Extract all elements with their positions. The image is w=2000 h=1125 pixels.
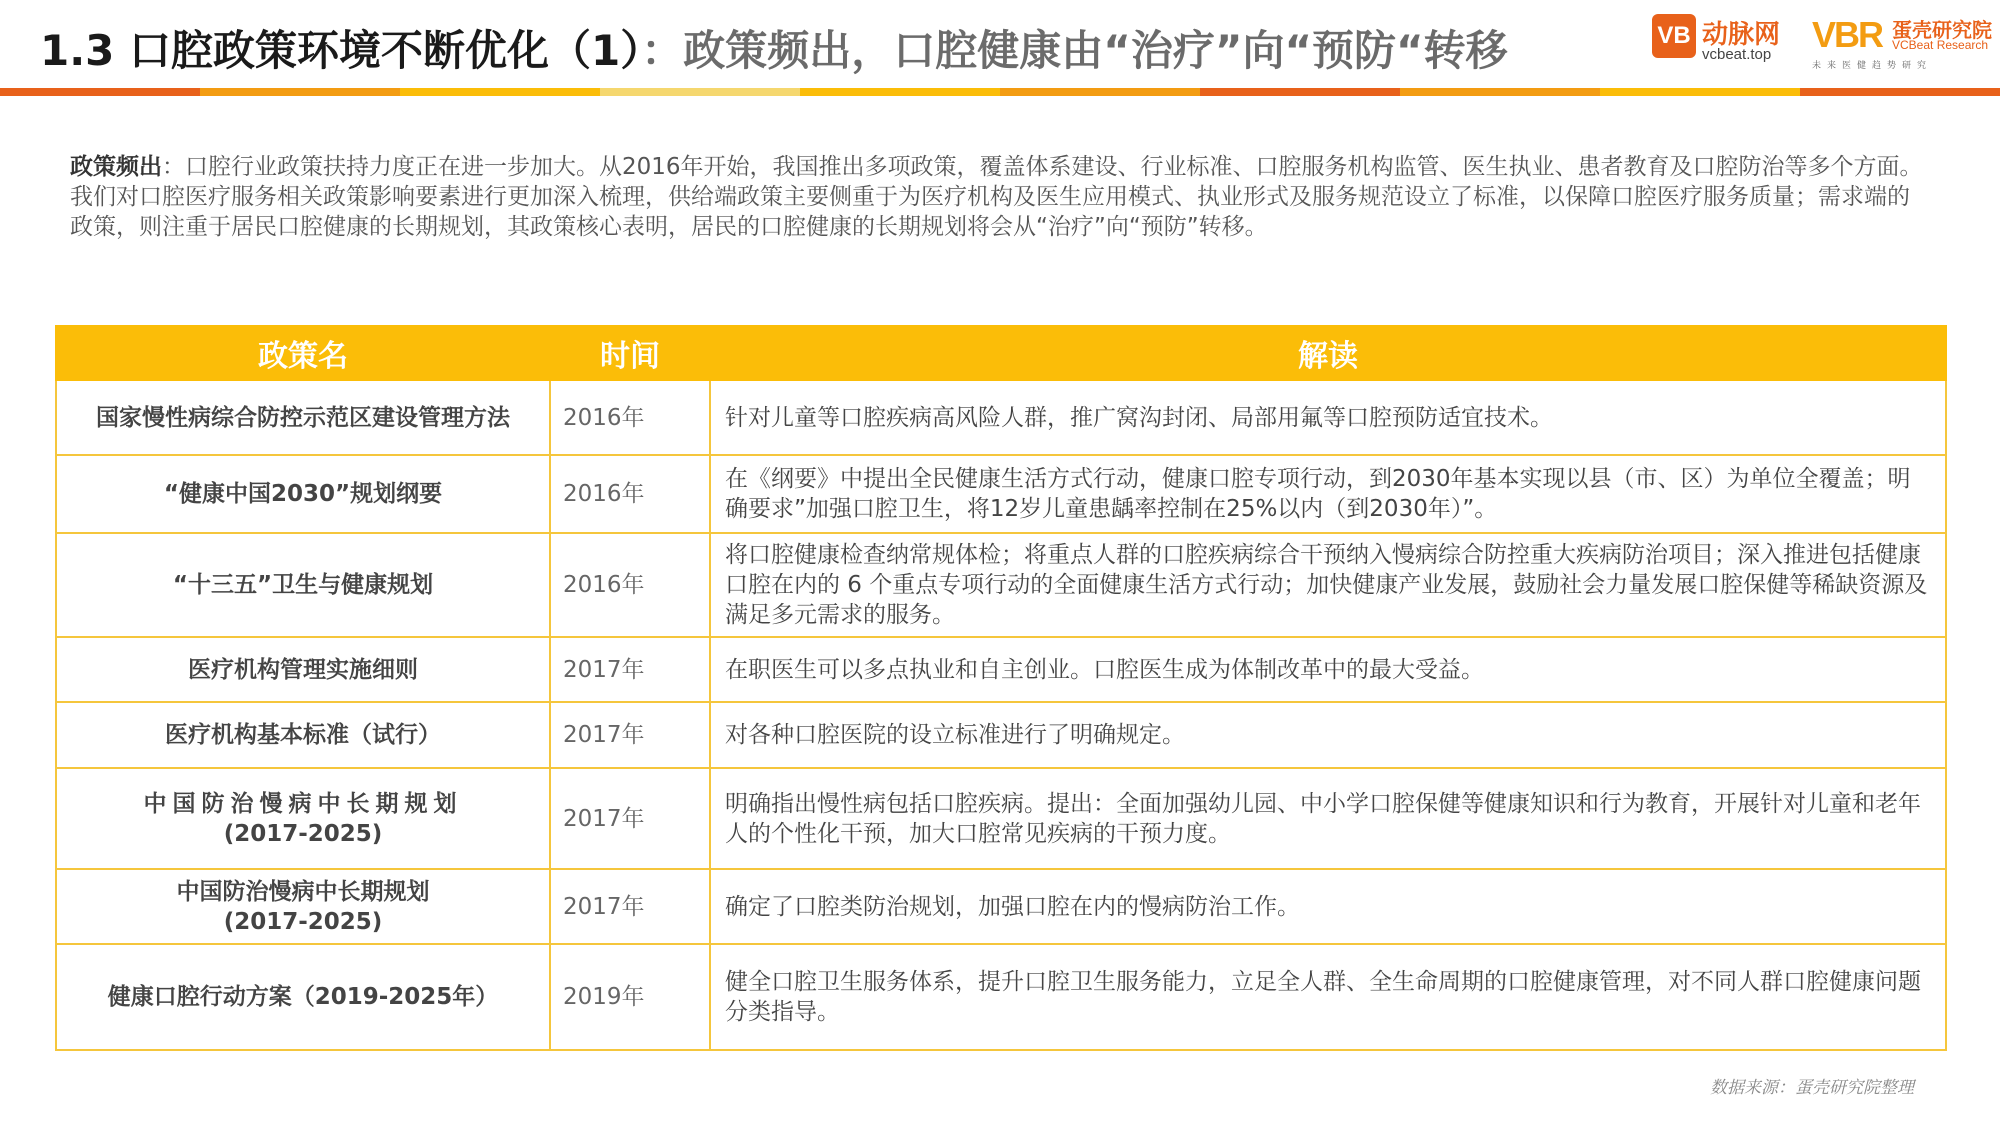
table-row xyxy=(56,702,1946,768)
table-row xyxy=(56,869,1946,944)
title-bar-segment xyxy=(200,88,400,96)
intro-text: ：口腔行业政策扶持力度正在进一步加大。从2016年开始，我国推出多项政策，覆盖体系建设、行业标准、口腔服务机构监管、医生执业、患者教育及口腔防治等多个方面。我们对口腔医疗服务相关政策影响要素进行更加深入梳理，供给端政策主要侧重于为医疗机构及医生应用模式、执业形式及服务规范设立了标准，以保障口腔医疗服务质量；需求端的政策，则注重于居民口腔健康的长期规划，其政策核心表明，居民的口腔健康的长期规划将会从“治疗”向“预防”转移。 xyxy=(70,154,1923,240)
policy-table xyxy=(55,325,1947,1051)
policy-desc: 明确指出慢性病包括口腔疾病。提出：全面加强幼儿园、中小学口腔保健等健康知识和行为教育，开展针对儿童和老年人的个性化干预，加大口腔常见疾病的干预力度。 xyxy=(710,768,1946,869)
title-bar-segment xyxy=(400,88,600,96)
policy-name xyxy=(56,768,550,869)
column-header-policy-name: 政策名 xyxy=(56,326,550,380)
title-bar-segment xyxy=(1600,88,1800,96)
table-header-row xyxy=(56,326,1946,380)
intro-lead: 政策频出 xyxy=(70,154,162,180)
table-row xyxy=(56,380,1946,455)
intro-paragraph xyxy=(70,152,1930,242)
policy-name: “十三五”卫生与健康规划 xyxy=(56,533,550,637)
policy-name: 医疗机构基本标准（试行） xyxy=(56,702,550,768)
policy-name: 医疗机构管理实施细则 xyxy=(56,637,550,702)
policy-desc: 将口腔健康检查纳常规体检；将重点人群的口腔疾病综合干预纳入慢病综合防控重大疾病防治项目；深入推进包括健康口腔在内的 6 个重点专项行动的全面健康生活方式行动；加快健康产业发展，鼓励社会力量发展口腔保健等稀缺资源及满足多元需求的服务。 xyxy=(710,533,1946,637)
title-color-bar xyxy=(0,88,2000,96)
vbr-logo-icon: VBR xyxy=(1812,14,1883,55)
column-header-interpretation: 解读 xyxy=(710,326,1946,380)
vbr-logo-tagline: 未来医健趋势研究 xyxy=(1812,61,1933,71)
title-bar-segment xyxy=(0,88,200,96)
policy-desc: 在职医生可以多点执业和自主创业。口腔医生成为体制改革中的最大受益。 xyxy=(710,637,1946,702)
title-bar-segment xyxy=(1800,88,2000,96)
policy-name-line1: 中国防治慢病中长期规划 xyxy=(176,878,430,905)
page-title xyxy=(40,18,1508,78)
policy-year: 2017年 xyxy=(550,637,710,702)
vbr-logo-name: 蛋壳研究院 xyxy=(1892,18,1992,42)
vbr-logo xyxy=(1812,14,1992,74)
policy-year: 2017年 xyxy=(550,869,710,944)
title-bar-segment xyxy=(600,88,800,96)
policy-desc: 针对儿童等口腔疾病高风险人群，推广窝沟封闭、局部用氟等口腔预防适宜技术。 xyxy=(710,380,1946,455)
vcbeat-logo-name: 动脉网 xyxy=(1702,20,1781,50)
vbr-logo-name-en: VCBeat Research xyxy=(1892,38,1989,52)
policy-year: 2016年 xyxy=(550,455,710,533)
table-row xyxy=(56,455,1946,533)
title-bar-segment xyxy=(1000,88,1200,96)
data-source-note: 数据来源：蛋壳研究院整理 xyxy=(1710,1078,1914,1098)
policy-name: 健康口腔行动方案（2019-2025年） xyxy=(56,944,550,1050)
policy-year: 2017年 xyxy=(550,702,710,768)
table-row xyxy=(56,637,1946,702)
policy-year: 2016年 xyxy=(550,533,710,637)
policy-name-line2: (2017-2025) xyxy=(223,908,383,935)
title-bar-segment xyxy=(800,88,1000,96)
page-title-main: 1.3 口腔政策环境不断优化（1） xyxy=(40,26,642,75)
policy-name xyxy=(56,869,550,944)
page-title-sub: ：政策频出，口腔健康由“治疗”向“预防“转移 xyxy=(641,26,1508,75)
policy-desc: 对各种口腔医院的设立标准进行了明确规定。 xyxy=(710,702,1946,768)
title-bar-segment xyxy=(1400,88,1600,96)
table-row xyxy=(56,533,1946,637)
policy-year: 2017年 xyxy=(550,768,710,869)
title-bar-segment xyxy=(1200,88,1400,96)
policy-desc: 在《纲要》中提出全民健康生活方式行动，健康口腔专项行动，到2030年基本实现以县（市、区）为单位全覆盖；明确要求”加强口腔卫生，将12岁儿童患龋率控制在25%以内（到2030年）”。 xyxy=(710,455,1946,533)
policy-year: 2016年 xyxy=(550,380,710,455)
table-row xyxy=(56,768,1946,869)
policy-name-line2: (2017-2025) xyxy=(223,820,383,847)
policy-name-line1: 中国防治慢病中长期规划 xyxy=(143,790,463,817)
page-header xyxy=(0,0,2000,98)
column-header-time: 时间 xyxy=(550,326,710,380)
policy-desc: 健全口腔卫生服务体系，提升口腔卫生服务能力，立足全人群、全生命周期的口腔健康管理，对不同人群口腔健康问题分类指导。 xyxy=(710,944,1946,1050)
policy-desc: 确定了口腔类防治规划，加强口腔在内的慢病防治工作。 xyxy=(710,869,1946,944)
policy-year: 2019年 xyxy=(550,944,710,1050)
policy-name: “健康中国2030”规划纲要 xyxy=(56,455,550,533)
vcbeat-logo xyxy=(1652,14,1794,62)
vcbeat-logo-domain: vcbeat.top xyxy=(1702,46,1772,63)
vcbeat-logo-icon: VB xyxy=(1652,14,1696,58)
table-row xyxy=(56,944,1946,1050)
policy-name: 国家慢性病综合防控示范区建设管理方法 xyxy=(56,380,550,455)
